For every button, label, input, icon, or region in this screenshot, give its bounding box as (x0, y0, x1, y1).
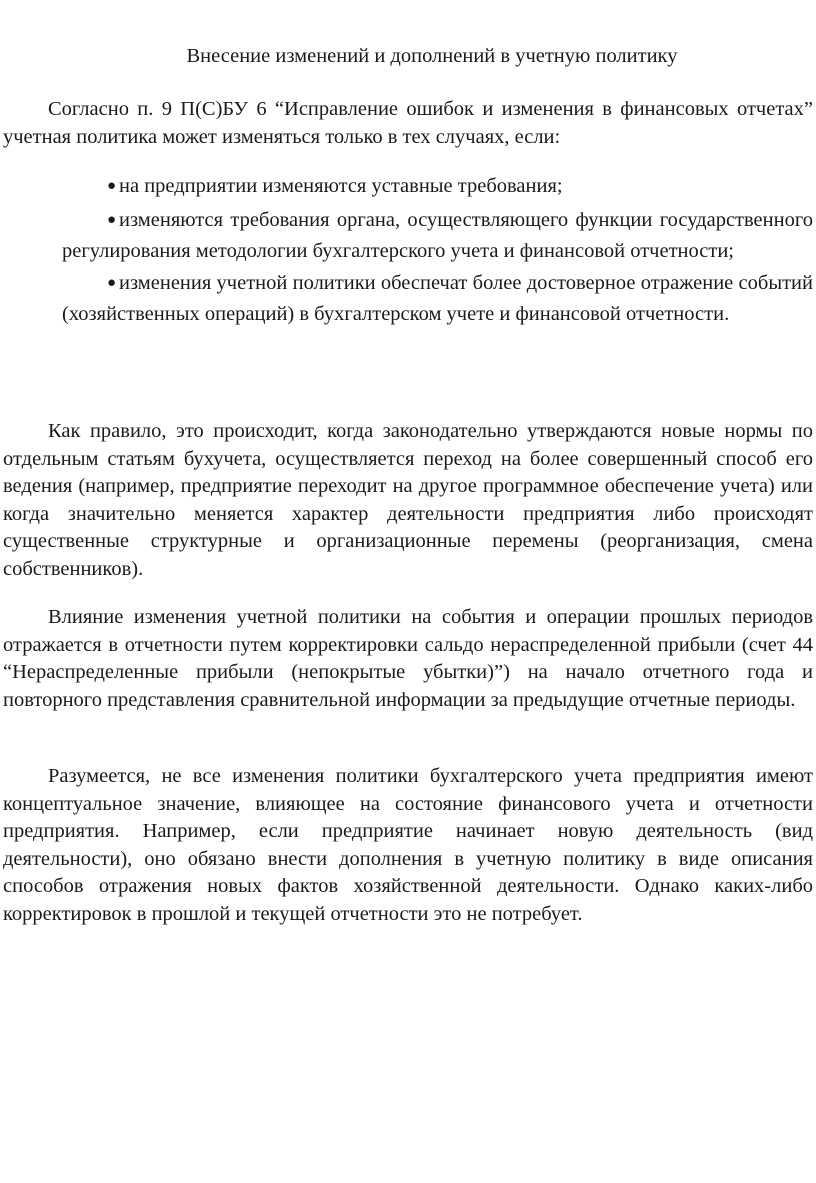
conditions-list (62, 172, 813, 332)
list-item (62, 206, 813, 266)
intro-paragraph: Согласно п. 9 П(С)БУ 6 “Исправление ошибок и изменения в финансовых отчетах” учетная политика может изменяться только в тех случаях, если: (3, 98, 813, 148)
body-paragraph: Влияние изменения учетной политики на события и операции прошлых периодов отражается в отчетности путем корректировки сальдо нераспределенной прибыли (счет 44 “Нераспределенные прибыли (непокрытые убытки)”) на начало отчетного года и повторного представления сравнительной информации за предыдущие отчетные периоды. (3, 606, 813, 711)
body-paragraph: Как правило, это происходит, когда законодательно утверждаются новые нормы по отдельным статьям бухучета, осуществляется переход на более совершенный способ его ведения (например, предприятие переходит на другое программное обеспечение учета) или когда значительно меняется характер деятельности предприятия либо происходят существенные структурные и организационные перемены (реорганизация, смена собственников). (3, 420, 813, 580)
document-title: Внесение изменений и дополнений в учетную политику (186, 45, 678, 67)
list-item-text: на предприятии изменяются уставные требования; (119, 175, 563, 197)
bullet-dot-icon: ● (107, 212, 117, 228)
body-paragraph: Разумеется, не все изменения политики бухгалтерского учета предприятия имеют концептуальное значение, влияющее на состояние финансового учета и отчетности предприятия. Например, если предприятие начинает новую деятельность (вид деятельности), оно обязано внести дополнения в учетную политику в виде описания способов отражения новых фактов хозяйственной деятельности. Однако каких-либо корректировок в прошлой и текущей отчетности это не потребует. (3, 765, 813, 925)
bullet-dot-icon: ● (107, 178, 117, 194)
list-item-text: изменяются требования органа, осуществляющего функции государственного регулирования методологии бухгалтерского учета и финансовой отчетности; (62, 209, 813, 262)
list-item (62, 172, 813, 203)
bullet-dot-icon: ● (107, 275, 117, 291)
list-item (62, 269, 813, 329)
list-item-text: изменения учетной политики обеспечат более достоверное отражение событий (хозяйственных операций) в бухгалтерском учете и финансовой отчетности. (62, 272, 813, 325)
